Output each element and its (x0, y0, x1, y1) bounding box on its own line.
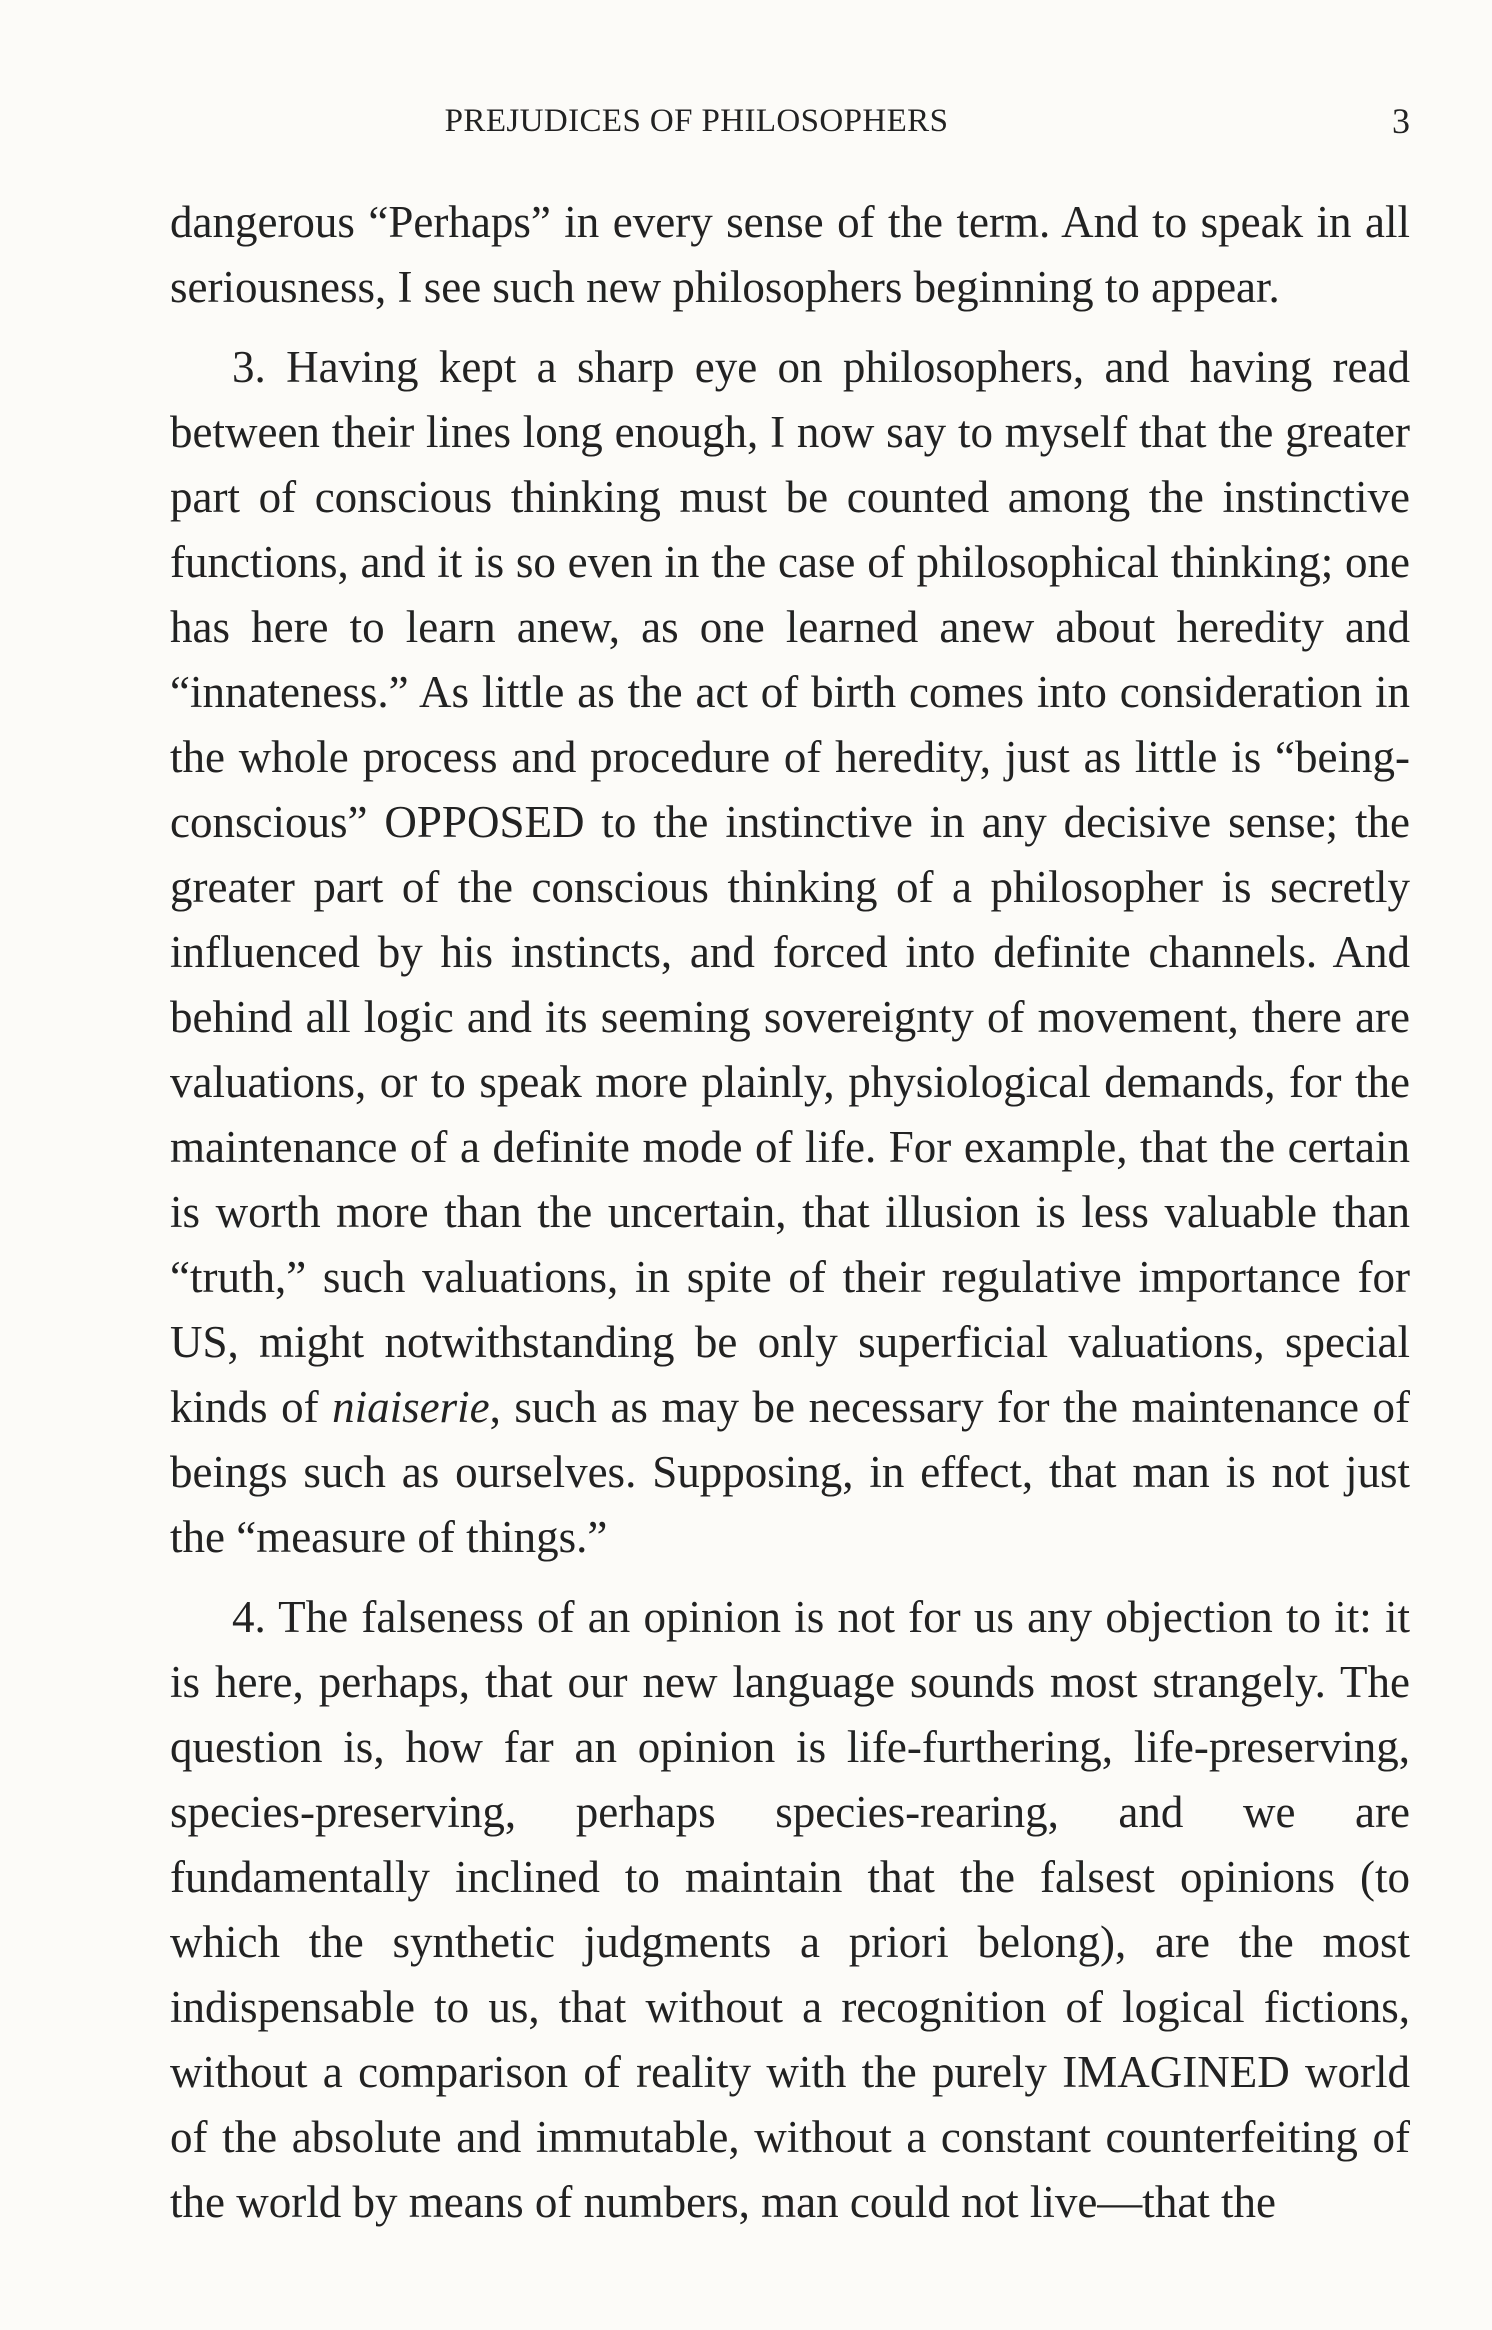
body-text (170, 190, 1410, 2235)
paragraph-section-3 (170, 335, 1410, 1570)
section-3-text-part-2: , such as may be necessary for the maintenance of beings such as ourselves. Supposing, in effect, that man is not just the “measure of things.” (170, 1382, 1410, 1562)
italic-term: niaiserie (332, 1382, 490, 1432)
running-head (170, 96, 1410, 146)
paragraph-continuation: dangerous “Perhaps” in every sense of the term. And to speak in all seriousness, I see such new philosophers beginning to appear. (170, 197, 1410, 312)
page-number: 3 (1392, 101, 1410, 141)
paragraph-section-4: 4. The falseness of an opinion is not for us any objection to it: it is here, perhaps, that our new language sounds most strangely. The question is, how far an opinion is life-furthering, life-preserving, species-preserving, perhaps species-rearing, and we are fundamentally inclined to maintain that the falsest opinions (to which the synthetic judgments a priori belong), are the most indispensable to us, that without a recognition of logical fictions, without a comparison of reality with the purely IMAGINED world of the absolute and immutable, without a constant counterfeiting of the world by means of numbers, man could not live—that the (170, 1592, 1410, 2227)
section-3-text-part-1: 3. Having kept a sharp eye on philosophers, and having read between their lines long enough, I now say to myself that the greater part of conscious thinking must be counted among the instinctive functions, and it is so even in the case of philosophical thinking; one has here to learn anew, as one learned anew about heredity and “innateness.” As little as the act of birth comes into consideration in the whole process and procedure of heredity, just as little is “being-conscious” OPPOSED to the instinctive in any decisive sense; the greater part of the conscious thinking of a philosopher is secretly influenced by his instincts, and forced into definite channels. And behind all logic and its seeming sovereignty of movement, there are valuations, or to speak more plainly, physiological demands, for the maintenance of a definite mode of life. For example, that the certain is worth more than the uncertain, that illusion is less valuable than “truth,” such valuations, in spite of their regulative importance for US, might notwithstanding be only superficial valuations, special kinds of (170, 342, 1410, 1432)
running-title: PREJUDICES OF PHILOSOPHERS (444, 103, 949, 139)
